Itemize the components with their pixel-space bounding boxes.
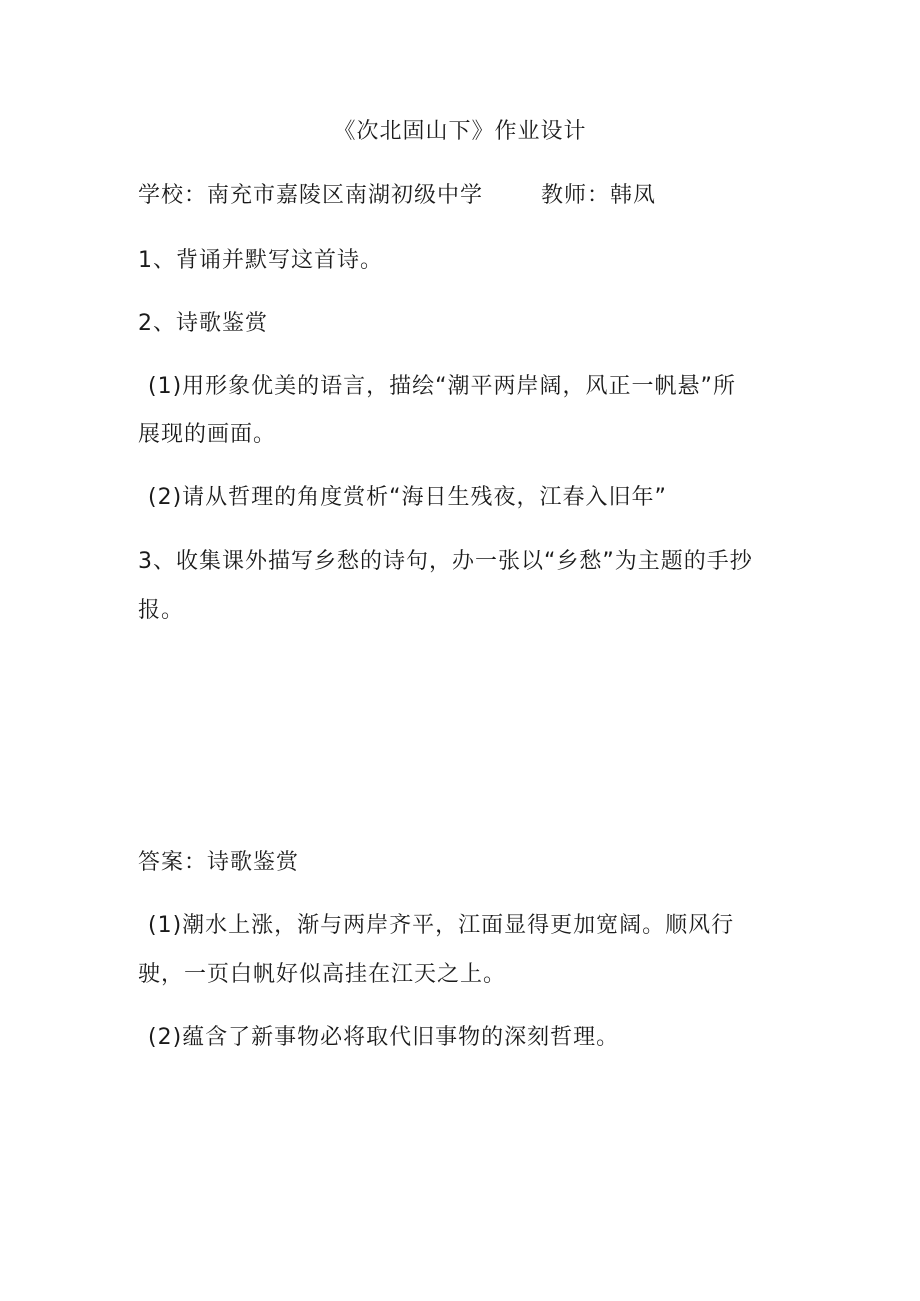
answer-1-line-2: 驶，一页白帆好似高挂在江天之上。 (138, 962, 507, 987)
school-teacher-line (138, 185, 656, 207)
question-3-line-2: 报。 (138, 598, 185, 623)
document-title: 《次北固山下》作业设计 (333, 119, 587, 144)
answer-heading: 答案：诗歌鉴赏 (138, 850, 300, 875)
answer-1-line-1: (1)潮水上涨，渐与两岸齐平，江面显得更加宽阔。顺风行 (148, 913, 735, 938)
question-1: 1、背诵并默写这首诗。 (138, 248, 383, 273)
question-2-2: (2)请从哲理的角度赏析“海日生残夜，江春入旧年” (148, 485, 667, 510)
question-2-1-line-2: 展现的画面。 (138, 422, 277, 447)
school-label: 学校：南充市嘉陵区南湖初级中学 (138, 183, 484, 208)
teacher-label: 教师：韩凤 (541, 183, 657, 208)
answer-2: (2)蕴含了新事物必将取代旧事物的深刻哲理。 (148, 1025, 620, 1050)
question-2: 2、诗歌鉴赏 (138, 311, 268, 336)
question-3-line-1: 3、收集课外描写乡愁的诗句，办一张以“乡愁”为主题的手抄 (138, 549, 753, 574)
question-2-1-line-1: (1)用形象优美的语言，描绘“潮平两岸阔，风正一帆悬”所 (148, 374, 736, 399)
